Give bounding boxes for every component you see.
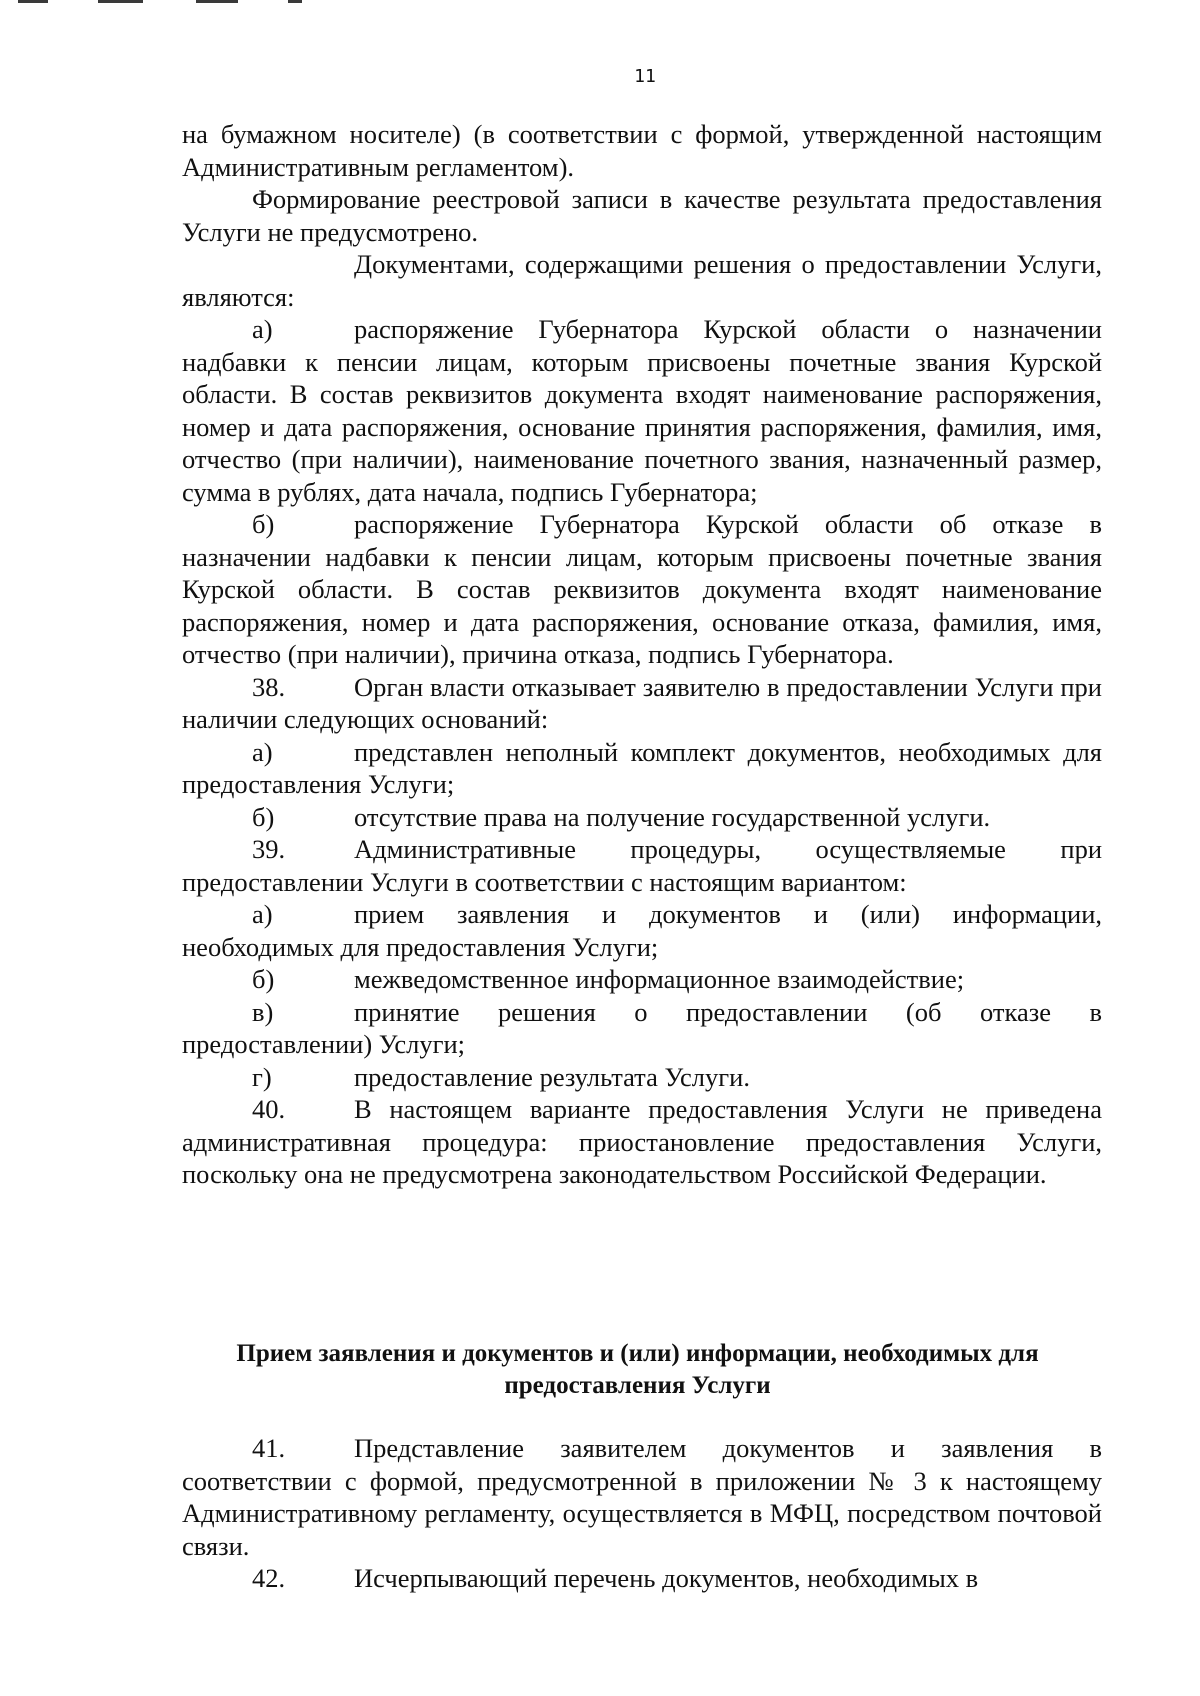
- clause-38: [182, 671, 1102, 736]
- list-item-decision-b: [182, 508, 1102, 671]
- list-marker: б): [252, 964, 275, 994]
- clause-42: [182, 1562, 1102, 1595]
- scan-mark: [288, 0, 302, 3]
- scan-artifact-marks: [0, 0, 320, 4]
- list-item-text: отсутствие права на получение государственной услуги.: [354, 801, 991, 832]
- clause-39: [182, 833, 1102, 898]
- list-item-refusal-a: [182, 736, 1102, 801]
- list-item-procedure-d: [182, 1061, 1102, 1094]
- body-text-lower: [182, 1432, 1102, 1595]
- clause-text: Административные процедуры, осуществляемые при предоставлении Услуги в соответствии с настоящим вариантом:: [182, 834, 1102, 897]
- clause-number: 38.: [252, 671, 286, 702]
- clause-40: [182, 1093, 1102, 1191]
- clause-41: [182, 1432, 1102, 1562]
- list-item-text: принятие решения о предоставлении (об отказе в предоставлении) Услуги;: [182, 996, 1102, 1059]
- paragraph-intro-2: Формирование реестровой записи в качестве результата предоставления Услуги не предусмотрено.: [182, 184, 1102, 247]
- list-marker: г): [252, 1061, 272, 1092]
- list-marker: в): [252, 996, 274, 1027]
- clause-number: 42.: [252, 1563, 286, 1593]
- list-item-decision-a: [182, 313, 1102, 508]
- paragraph-intro-3: Документами, содержащими решения о предоставлении Услуги, являются:: [182, 249, 1102, 312]
- list-marker: а): [252, 899, 273, 929]
- clause-number: 41.: [252, 1433, 286, 1463]
- list-item-text: прием заявления и документов и (или) информации, необходимых для предоставления Услуги;: [182, 899, 1102, 962]
- list-marker: а): [252, 314, 273, 344]
- list-item-text: предоставление результата Услуги.: [354, 1061, 750, 1092]
- clause-text: Представление заявителем документов и заявления в соответствии с формой, предусмотренной в приложении № 3 к настоящему Административному регламенту, осуществляется в МФЦ, посредством почтовой связи.: [182, 1433, 1102, 1561]
- clause-text: В настоящем варианте предоставления Услуги не приведена административная процедура: приостановление предоставления Услуги, поскольку она не предусмотрена законодательством Российской Федерации.: [182, 1094, 1102, 1189]
- list-item-refusal-b: [182, 801, 1102, 834]
- list-item-text: распоряжение Губернатора Курской области об отказе в назначении надбавки к пенсии лицам, которым присвоены почетные звания Курской области. В состав реквизитов документа входят наименование распоряжения, номер и дата распоряжения, основание отказа, фамилия, имя, отчество (при наличии), причина отказа, подпись Губернатора.: [182, 509, 1102, 669]
- section-heading-line-2: предоставления Услуги: [504, 1372, 771, 1399]
- clause-number: 39.: [252, 834, 286, 864]
- body-text-upper: [182, 118, 1102, 1191]
- page-number: 11: [634, 66, 656, 87]
- list-item-text: представлен неполный комплект документов, необходимых для предоставления Услуги;: [182, 736, 1102, 799]
- section-heading-line-1: Прием заявления и документов и (или) информации, необходимых для: [236, 1340, 1039, 1367]
- paragraph-intro-1: на бумажном носителе) (в соответствии с формой, утвержденной настоящим Административным регламентом).: [182, 119, 1102, 182]
- scan-mark: [196, 0, 238, 3]
- list-item-text: распоряжение Губернатора Курской области о назначении надбавки к пенсии лицам, которым присвоены почетные звания Курской области. В состав реквизитов документа входят наименование распоряжения, номер и дата распоряжения, основание принятия распоряжения, фамилия, имя, отчество (при наличии), наименование почетного звания, назначенный размер, сумма в рублях, дата начала, подпись Губернатора;: [182, 314, 1102, 507]
- list-item-procedure-c: [182, 996, 1102, 1061]
- clause-text: Орган власти отказывает заявителю в предоставлении Услуги при наличии следующих оснований:: [182, 671, 1102, 734]
- list-marker: б): [252, 801, 275, 832]
- list-item-procedure-b: [182, 963, 1102, 996]
- scan-mark: [18, 0, 48, 3]
- list-marker: б): [252, 509, 275, 539]
- scan-mark: [98, 0, 143, 3]
- list-item-text: межведомственное информационное взаимодействие;: [354, 964, 965, 994]
- clause-number: 40.: [252, 1094, 286, 1124]
- list-item-procedure-a: [182, 898, 1102, 963]
- list-marker: а): [252, 736, 273, 767]
- clause-text: Исчерпывающий перечень документов, необходимых в: [354, 1563, 979, 1593]
- section-heading: [170, 1338, 1105, 1402]
